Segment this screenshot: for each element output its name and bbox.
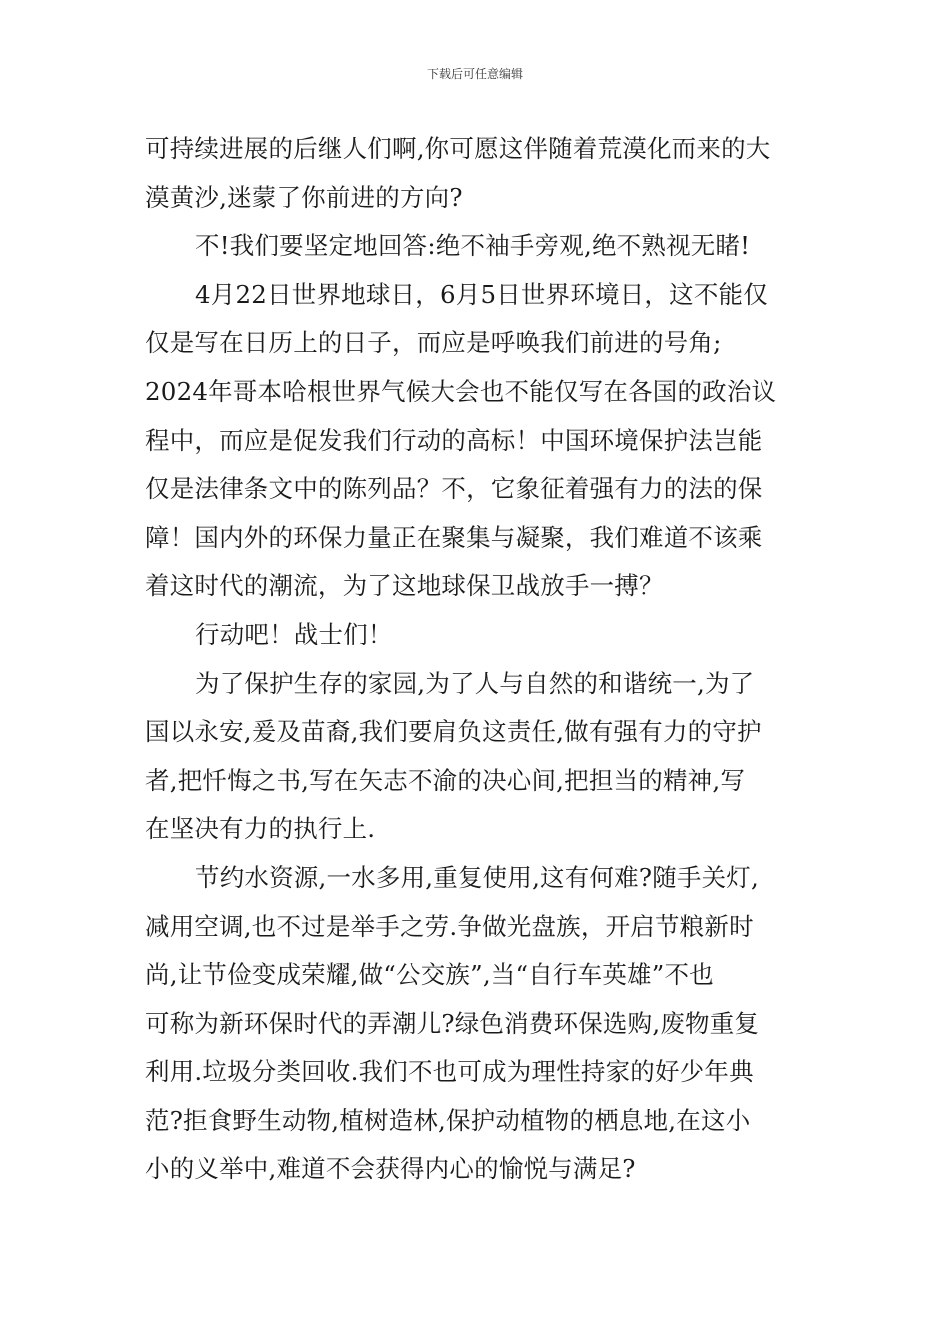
text-line: 节约水资源,一水多用,重复使用,这有何难?随手关灯, [195, 862, 759, 892]
text-line: 行动吧！战士们！ [195, 619, 393, 649]
text-line: 者,把忏悔之书,写在矢志不渝的决心间,把担当的精神,写 [145, 765, 746, 795]
text-line: 可持续进展的后继人们啊,你可愿这伴随着荒漠化而来的大 [145, 134, 771, 163]
text-line: 障！国内外的环保力量正在聚集与凝聚，我们难道不该乘 [145, 522, 763, 552]
page-header: 下载后可任意编辑 [426, 67, 523, 81]
text-line: 不!我们要坚定地回答:绝不袖手旁观,绝不熟视无睹! [195, 231, 751, 261]
text-line: 着这时代的潮流，为了这地球保卫战放手一搏？ [145, 571, 664, 601]
text-line: 可称为新环保时代的弄潮儿?绿色消费环保选购,废物重复 [145, 1008, 760, 1038]
text-line: 仅是写在日历上的日子，而应是呼唤我们前进的号角; [145, 328, 722, 358]
text-line: 减用空调,也不过是举手之劳.争做光盘族，开启节粮新时 [145, 911, 754, 941]
text-line: 漠黄沙,迷蒙了你前进的方向? [145, 182, 463, 212]
text-line: 范?拒食野生动物,植树造林,保护动植物的栖息地,在这小 [145, 1105, 751, 1135]
text-line: 尚,让节俭变成荣耀,做“公交族”,当“自行车英雄”不也 [145, 960, 714, 990]
text-line: 2024年哥本哈根世界气候大会也不能仅写在各国的政治议 [145, 376, 777, 406]
text-line: 为了保护生存的家园,为了人与自然的和谐统一,为了 [195, 668, 755, 698]
text-line: 仅是法律条文中的陈列品？不，它象征着强有力的法的保 [145, 474, 763, 504]
text-line: 在坚决有力的执行上. [145, 814, 376, 844]
text-line: 国以永安,爰及苗裔,我们要肩负这责任,做有强有力的守护 [145, 717, 762, 747]
text-line: 程中，而应是促发我们行动的高标！中国环境保护法岂能 [145, 425, 763, 455]
text-line: 小的义举中,难道不会获得内心的愉悦与满足? [145, 1154, 636, 1184]
text-line: 利用.垃圾分类回收.我们不也可成为理性持家的好少年典 [145, 1057, 754, 1087]
text-line: 4月22日世界地球日，6月5日世界环境日，这不能仅 [195, 279, 768, 309]
body-text [145, 125, 810, 1194]
